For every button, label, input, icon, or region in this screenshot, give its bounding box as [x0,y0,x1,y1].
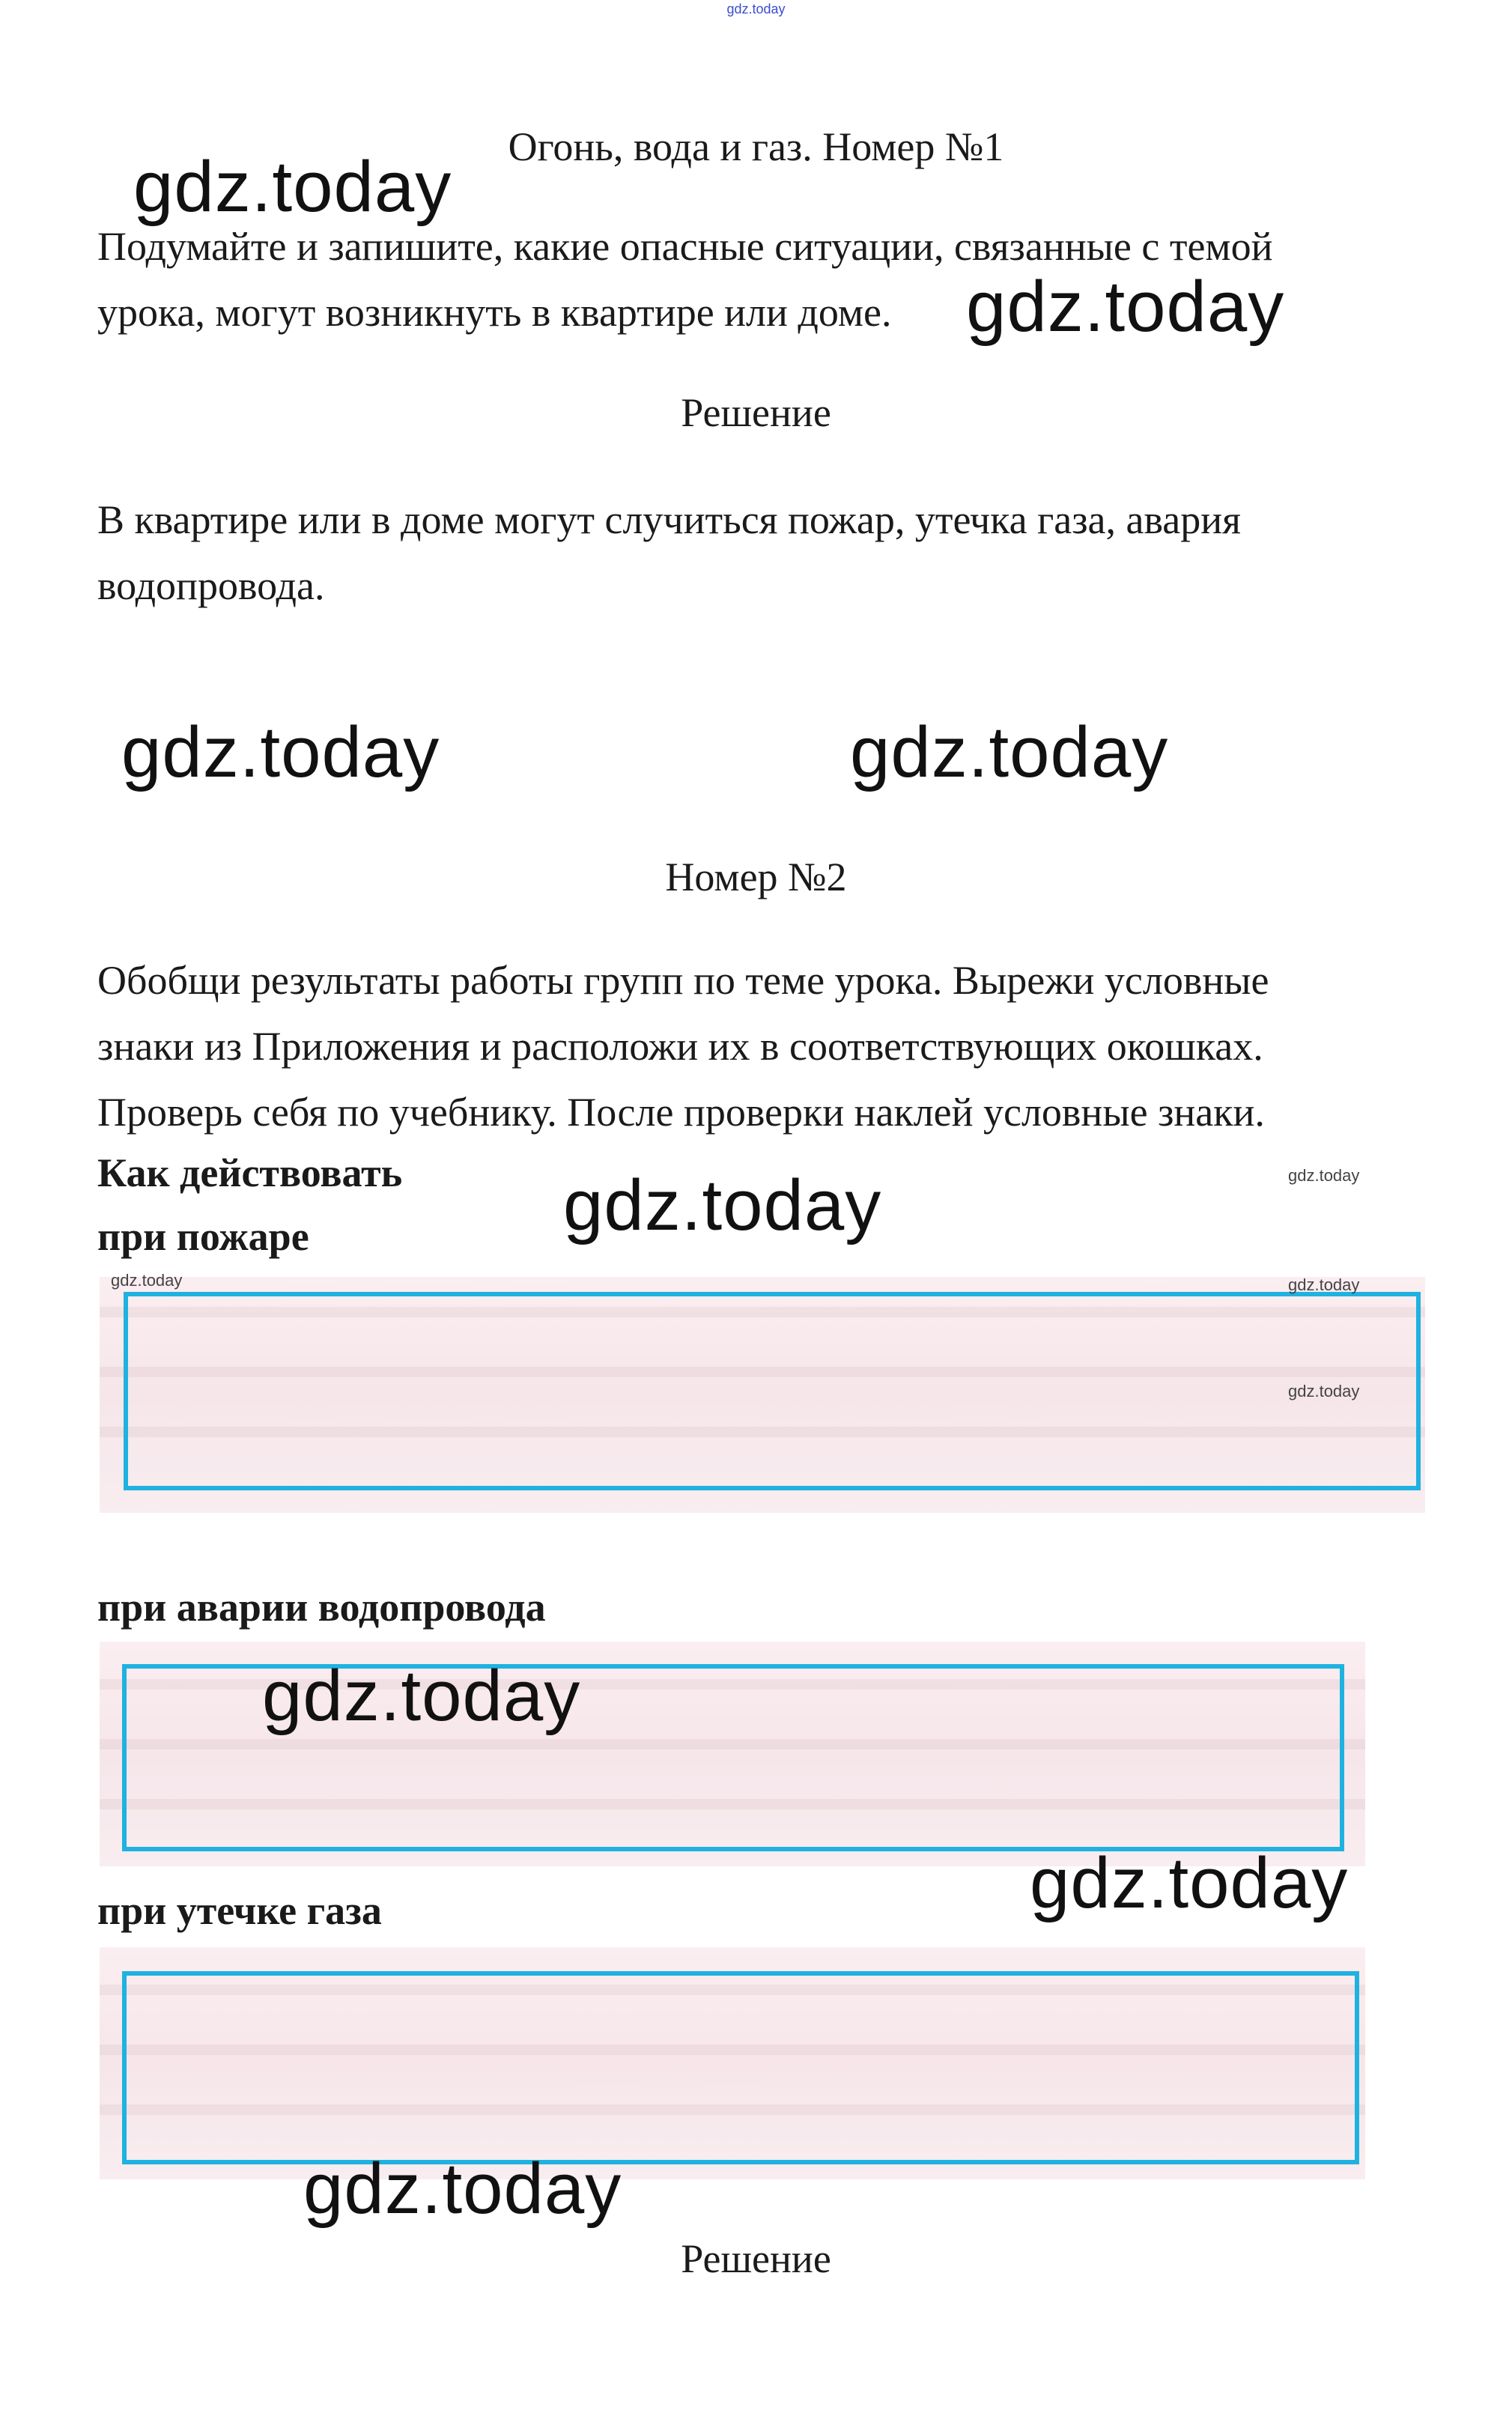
fire-sign-slot[interactable] [124,1292,1421,1490]
watermark-2: gdz.today [966,267,1285,347]
task1-title: Огонь, вода и газ. Номер №1 [508,124,1004,169]
section-fire-label: при пожаре [97,1214,309,1259]
task1-question-line1: Подумайте и запишите, какие опасные ситуации, связанные с темой [97,224,1273,269]
section-water-label: при аварии водопровода [97,1585,546,1630]
task2-question-line3: Проверь себя по учебнику. После проверки наклей условные знаки. [97,1090,1265,1135]
watermark-3: gdz.today [121,712,440,792]
watermark-small-1: gdz.today [1288,1166,1360,1185]
task1-question-line2: урока, могут возникнуть в квартире или доме. [97,290,892,335]
top-watermark: gdz.today [726,1,786,16]
watermark-1: gdz.today [133,147,452,227]
watermark-small-2: gdz.today [111,1271,183,1290]
section-gas-label: при утечке газа [97,1888,382,1933]
watermark-8: gdz.today [303,2149,622,2229]
watermark-small-4: gdz.today [1288,1382,1360,1400]
gas-sign-slot[interactable] [122,1971,1359,2164]
watermark-small-3: gdz.today [1288,1275,1360,1294]
watermark-7: gdz.today [1030,1843,1349,1923]
task1-solution-label: Решение [681,390,831,435]
task2-question-line2: знаки из Приложения и расположи их в соответствующих окошках. [97,1024,1263,1069]
gas-panel [100,1947,1365,2179]
task1-answer-line2: водопровода. [97,563,325,608]
section-heading: Как действовать [97,1150,403,1195]
watermark-4: gdz.today [850,712,1169,792]
task2-question [97,947,1415,1145]
task2-title: Номер №2 [665,855,847,899]
task2-solution-label: Решение [681,2236,831,2281]
watermark-6: gdz.today [262,1656,581,1736]
fire-panel [100,1277,1425,1513]
task1-answer-line1: В квартире или в доме могут случиться пожар, утечка газа, авария [97,497,1241,542]
task1-answer [97,487,1415,619]
watermark-5: gdz.today [563,1165,882,1245]
task2-question-line1: Обобщи результаты работы групп по теме урока. Вырежи условные [97,958,1269,1003]
